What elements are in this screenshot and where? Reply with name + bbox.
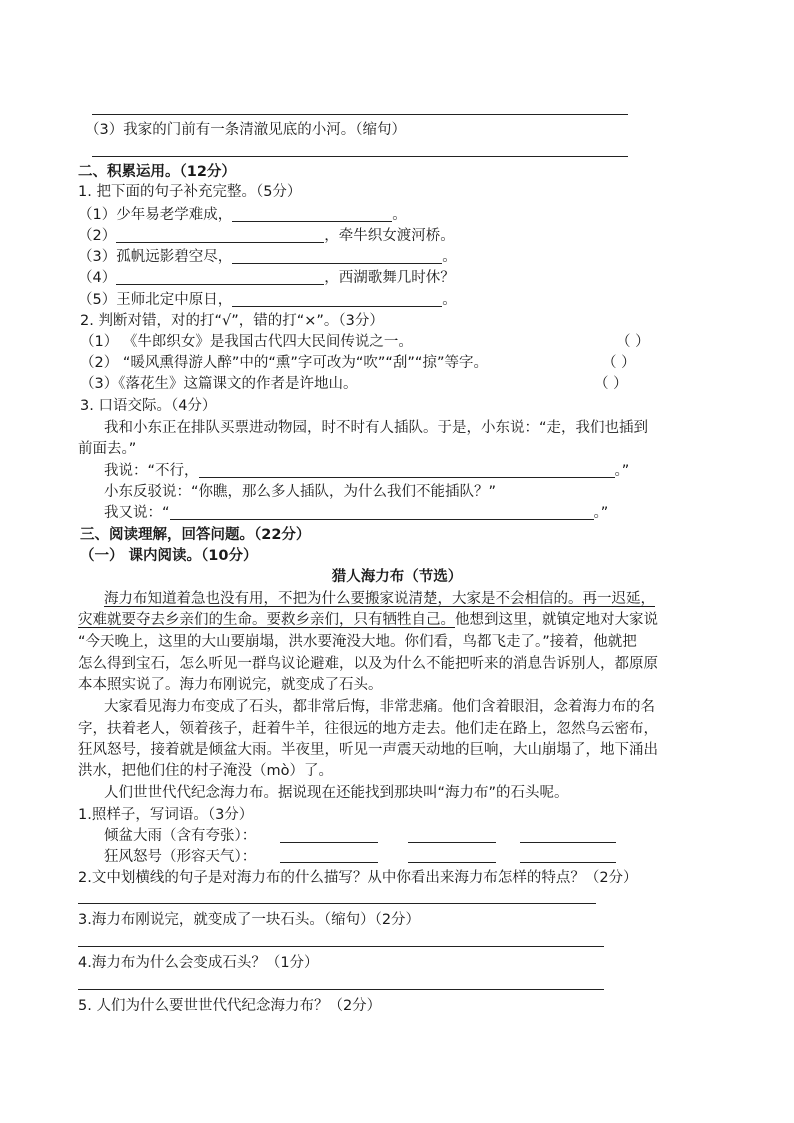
answer-blank[interactable] — [280, 862, 378, 863]
question-title: 4.海力布为什么会变成石头？（1分） — [78, 955, 319, 971]
answer-line — [92, 156, 628, 157]
question-title: 3. 口语交际。（4分） — [80, 398, 217, 414]
passage-title: 猎人海力布（节选） — [331, 569, 463, 585]
answer-blank[interactable] — [232, 290, 442, 307]
answer-line[interactable] — [78, 989, 604, 990]
answer-blank[interactable] — [408, 842, 496, 843]
judge-item: （1） 《牛郎织女》是我国古代四大民间传说之一。 — [80, 334, 413, 350]
dialogue-suffix: 。” — [614, 463, 630, 479]
fill-suffix: 。 — [392, 207, 407, 223]
answer-blank[interactable] — [199, 461, 615, 478]
fill-prefix: （5）王师北定中原日， — [78, 292, 233, 308]
fill-prefix: （2） — [78, 228, 117, 244]
answer-blank[interactable] — [280, 842, 378, 843]
answer-line[interactable] — [78, 946, 604, 947]
fill-prefix: （3）孤帆远影碧空尽， — [78, 249, 233, 265]
answer-blank[interactable] — [116, 268, 324, 285]
passage-line: 人们世世代代纪念海力布。据说现在还能找到那块叫“海力布”的石头呢。 — [104, 785, 569, 801]
underlined-sentence: 灾难就要夺去乡亲们的生命。要救乡亲们，只有牺牲自己。 — [78, 612, 455, 628]
question-title: 1.照样子，写词语。（3分） — [78, 807, 254, 823]
passage-line: “今天晚上，这里的大山要崩塌，洪水要淹没大地。你们看，鸟都飞走了。”接着，他就把 — [78, 634, 637, 650]
fill-item — [78, 268, 455, 288]
answer-blank[interactable] — [520, 862, 616, 863]
answer-paren[interactable]: （ ） — [616, 334, 650, 350]
dialogue-line — [104, 503, 608, 523]
fill-suffix: 。 — [442, 292, 457, 308]
answer-blank[interactable] — [232, 247, 442, 264]
passage-line: 狂风怒号，接着就是倾盆大雨。半夜里，听见一声震天动地的巨响，大山崩塌了，地下涌出 — [78, 742, 658, 758]
question-title: 3.海力布刚说完，就变成了一块石头。（缩句）（2分） — [78, 912, 421, 928]
word-row — [104, 826, 256, 846]
answer-blank[interactable] — [408, 862, 496, 863]
judge-item: （2） “暖风熏得游人醉”中的“熏”字可改为“吹”“刮”“掠”等字。 — [80, 355, 488, 371]
passage-line — [104, 589, 655, 609]
passage-line — [78, 610, 658, 630]
answer-line[interactable] — [78, 903, 596, 904]
fill-item — [78, 226, 455, 246]
part-title: （一） 课内阅读。（10分） — [80, 548, 258, 564]
question-title: 2. 判断对错，对的打“√”，错的打“×”。（3分） — [80, 313, 384, 329]
judge-item: （3）《落花生》这篇课文的作者是许地山。 — [80, 376, 358, 392]
passage-line: 大家看见海力布变成了石头，都非常后悔，非常悲痛。他们含着眼泪，念着海力布的名 — [104, 699, 655, 715]
passage-line: 本本照实说了。海力布刚说完，就变成了石头。 — [78, 677, 383, 693]
dialogue-suffix: 。” — [593, 505, 609, 521]
answer-paren[interactable]: （ ） — [602, 355, 636, 371]
answer-blank[interactable] — [116, 226, 324, 243]
fill-suffix: ，西湖歌舞几时休？ — [324, 270, 455, 286]
question-title: 5. 人们为什么要世世代代纪念海力布？（2分） — [78, 998, 382, 1014]
dialogue-line: 小东反驳说：“你瞧，那么多人插队，为什么我们不能插队？” — [104, 484, 497, 500]
fill-item — [78, 290, 457, 310]
fill-item — [78, 205, 407, 225]
fill-item — [78, 247, 457, 267]
answer-blank[interactable] — [520, 842, 616, 843]
fill-prefix: （1）少年易老学难成， — [78, 207, 233, 223]
answer-blank[interactable] — [232, 205, 392, 222]
fill-suffix: 。 — [442, 249, 457, 265]
passage-line: 怎么得到宝石，怎么听见一群鸟议论避难，以及为什么不能把听来的消息告诉别人，都原原 — [78, 656, 658, 672]
dialogue-prefix: 我说：“不行， — [104, 463, 199, 479]
fill-suffix: ，牵牛织女渡河桥。 — [324, 228, 455, 244]
word-prompt: 狂风怒号（形容天气）： — [104, 849, 257, 865]
paragraph-line: 前面去。” — [78, 441, 137, 457]
section-title: 二、积累运用。（12分） — [78, 164, 236, 180]
passage-line: 洪水，把他们住的村子淹没（mò）了。 — [78, 763, 333, 779]
answer-paren[interactable]: （ ） — [594, 376, 628, 392]
passage-text: 他想到这里，就镇定地对大家说 — [455, 612, 658, 628]
dialogue-line — [104, 461, 629, 481]
paragraph-line: 我和小东正在排队买票进动物园，时不时有人插队。于是，小东说：“走，我们也插到 — [104, 420, 649, 436]
word-prompt: 倾盆大雨（含有夸张）： — [104, 828, 257, 844]
word-row — [104, 847, 256, 867]
question-title: 1. 把下面的句子补充完整。（5分） — [78, 184, 302, 200]
section-title: 三、阅读理解，回答问题。（22分） — [80, 527, 311, 543]
fill-prefix: （4） — [78, 270, 117, 286]
passage-line: 字，扶着老人，领着孩子，赶着牛羊，往很远的地方走去。他们走在路上，忽然乌云密布， — [78, 721, 658, 737]
underlined-sentence: 海力布知道着急也没有用，不把为什么要搬家说清楚，大家是不会相信的。再一迟延， — [104, 591, 655, 607]
dialogue-prefix: 我又说：“ — [104, 505, 170, 521]
answer-line — [92, 114, 628, 115]
question-text: （3）我家的门前有一条清澈见底的小河。（缩句） — [85, 122, 406, 138]
question-title: 2.文中划横线的句子是对海力布的什么描写？从中你看出来海力布怎样的特点？（2分） — [78, 870, 638, 886]
answer-blank[interactable] — [170, 503, 594, 520]
